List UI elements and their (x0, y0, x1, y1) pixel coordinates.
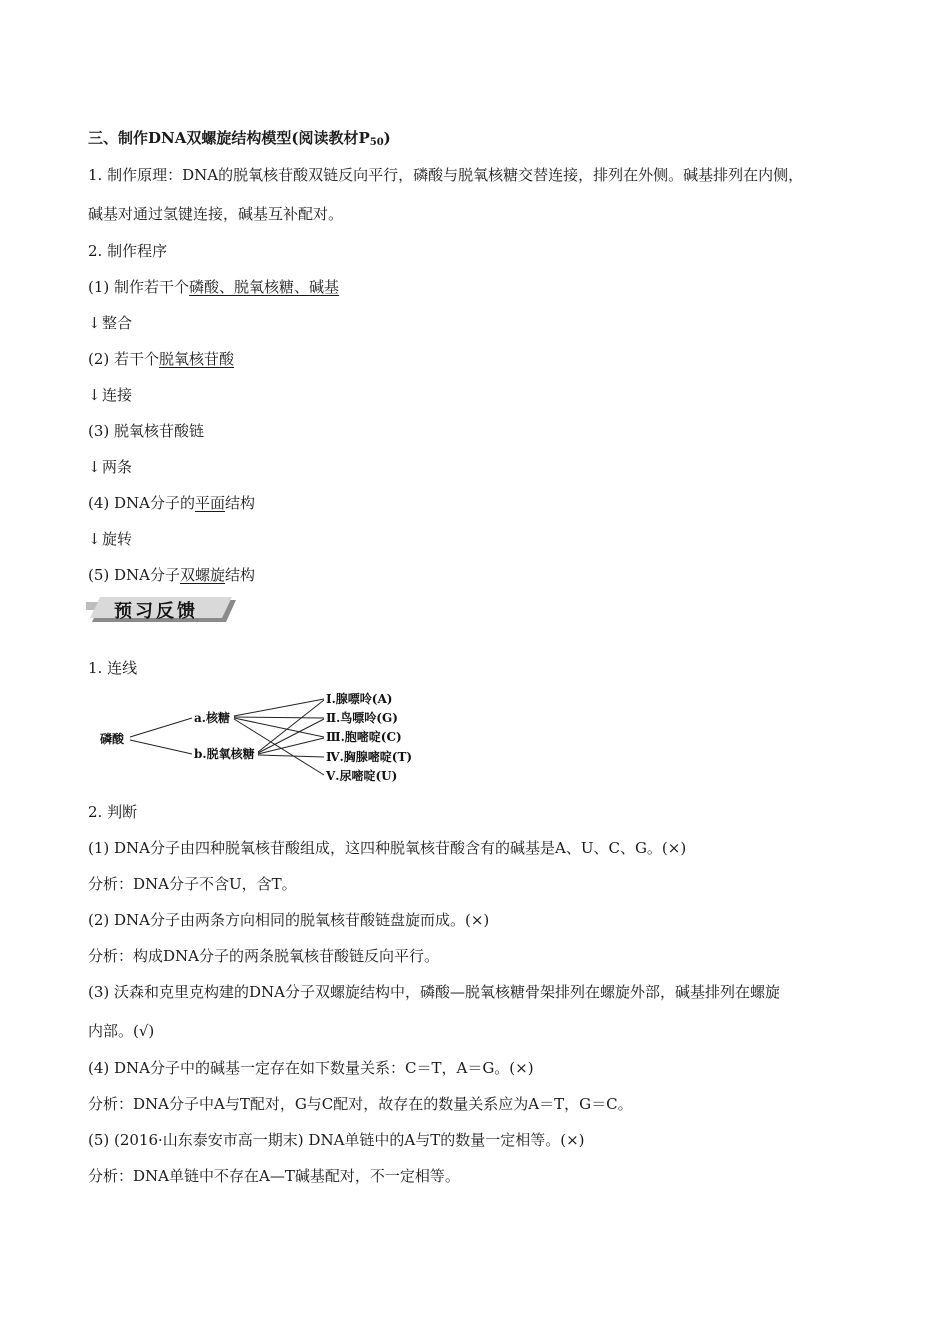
analysis-line: 分析：DNA单链中不存在A—T碱基配对，不一定相等。 (88, 1167, 460, 1185)
arrow-3-label: 两条 (102, 458, 133, 476)
procedure-step-5 (88, 565, 255, 585)
down-arrow-icon: ↓ (88, 458, 101, 476)
procedure-arrow-3 (88, 457, 132, 477)
step-3-prefix: (3) 脱氧核苷酸链 (88, 422, 205, 440)
down-arrow-icon: ↓ (88, 314, 101, 332)
step-1-underlined: 磷酸、脱氧核糖、碱基 (189, 278, 340, 296)
judge-line: (4) DNA分子中的碱基一定存在如下数量关系：C＝T，A＝G。(×) (88, 1059, 534, 1077)
procedure-arrow-1 (88, 313, 132, 333)
q1-heading: 1. 连线 (88, 659, 138, 677)
diagram-right-1: Ⅰ.腺嘌呤(A) (326, 692, 393, 706)
diagram-right-5: Ⅴ.尿嘧啶(U) (326, 769, 398, 783)
analysis-line: 分析：构成DNA分子的两条脱氧核苷酸链反向平行。 (88, 947, 439, 965)
step-4-suffix: 结构 (225, 494, 256, 512)
section-title-page-sub: 50 (369, 137, 384, 148)
section-title-end: ) (383, 129, 391, 147)
step-5-prefix: (5) DNA分子 (88, 566, 180, 584)
section-title (88, 128, 391, 153)
procedure-arrow-4 (88, 529, 132, 549)
line-a-2 (234, 717, 324, 718)
procedure-step-2 (88, 349, 234, 369)
arrow-1-label: 整合 (102, 314, 133, 332)
procedure-step-3 (88, 421, 204, 441)
diagram-left-b: b.脱氧核糖 (194, 747, 255, 761)
step-2-underlined: 脱氧核苷酸 (159, 350, 235, 368)
step-1-prefix: (1) 制作若干个 (88, 278, 190, 296)
diagram-left-a: a.核糖 (194, 711, 230, 725)
down-arrow-icon: ↓ (88, 386, 101, 404)
step-5-underlined: 双螺旋 (180, 566, 226, 584)
step-4-prefix: (4) DNA分子的 (88, 494, 195, 512)
line-a-1 (234, 699, 324, 716)
procedure-arrow-2 (88, 385, 132, 405)
arrow-2-label: 连接 (102, 386, 133, 404)
step-5-suffix: 结构 (225, 566, 256, 584)
line-root-b (130, 740, 192, 754)
diagram-right-3: Ⅲ.胞嘧啶(C) (326, 730, 402, 744)
diagram-right-4: Ⅳ.胸腺嘧啶(T) (326, 750, 413, 764)
procedure-step-4 (88, 493, 255, 513)
step-4-underlined: 平面 (195, 494, 226, 512)
procedure-heading: 2. 制作程序 (88, 242, 168, 260)
judge-line: (1) DNA分子由四种脱氧核苷酸组成，这四种脱氧核苷酸含有的碱基是A、U、C、G。(×) (88, 839, 687, 857)
line-b-1 (258, 700, 324, 752)
banner-label: 预习反馈 (114, 601, 198, 622)
judge-line: (3) 沃森和克里克构建的DNA分子双螺旋结构中，磷酸—脱氧核糖骨架排列在螺旋外部，碱基排列在螺旋 (88, 983, 781, 1001)
principle-line-2: 碱基对通过氢键连接，碱基互补配对。 (88, 205, 344, 223)
analysis-line: 分析：DNA分子中A与T配对，G与C配对，故存在的数量关系应为A＝T，G＝C。 (88, 1095, 633, 1113)
arrow-4-label: 旋转 (102, 530, 133, 548)
judge-line: (2) DNA分子由两条方向相同的脱氧核苷酸链盘旋而成。(×) (88, 911, 490, 929)
q2-heading: 2. 判断 (88, 803, 138, 821)
section-title-text: 三、制作DNA双螺旋结构模型(阅读教材P (88, 129, 370, 147)
line-root-a (130, 718, 192, 737)
principle-line-1: 1. 制作原理：DNA的脱氧核苷酸双链反向平行，磷酸与脱氧核糖交替连接，排列在外侧。碱基排列在内侧， (88, 166, 804, 184)
judge-line: (5) (2016·山东泰安市高一期末) DNA单链中的A与T的数量一定相等。(×) (88, 1131, 585, 1149)
analysis-line: 分析：DNA分子不含U，含T。 (88, 875, 297, 893)
matching-diagram (88, 688, 418, 788)
step-2-prefix: (2) 若干个 (88, 350, 160, 368)
line-b-2 (258, 719, 324, 753)
down-arrow-icon: ↓ (88, 530, 101, 548)
line-b-4 (258, 755, 324, 757)
judge-line-continued: 内部。(√) (88, 1022, 155, 1040)
diagram-root-label: 磷酸 (100, 732, 125, 746)
procedure-step-1 (88, 277, 339, 297)
diagram-right-2: Ⅱ.鸟嘌呤(G) (326, 711, 398, 725)
